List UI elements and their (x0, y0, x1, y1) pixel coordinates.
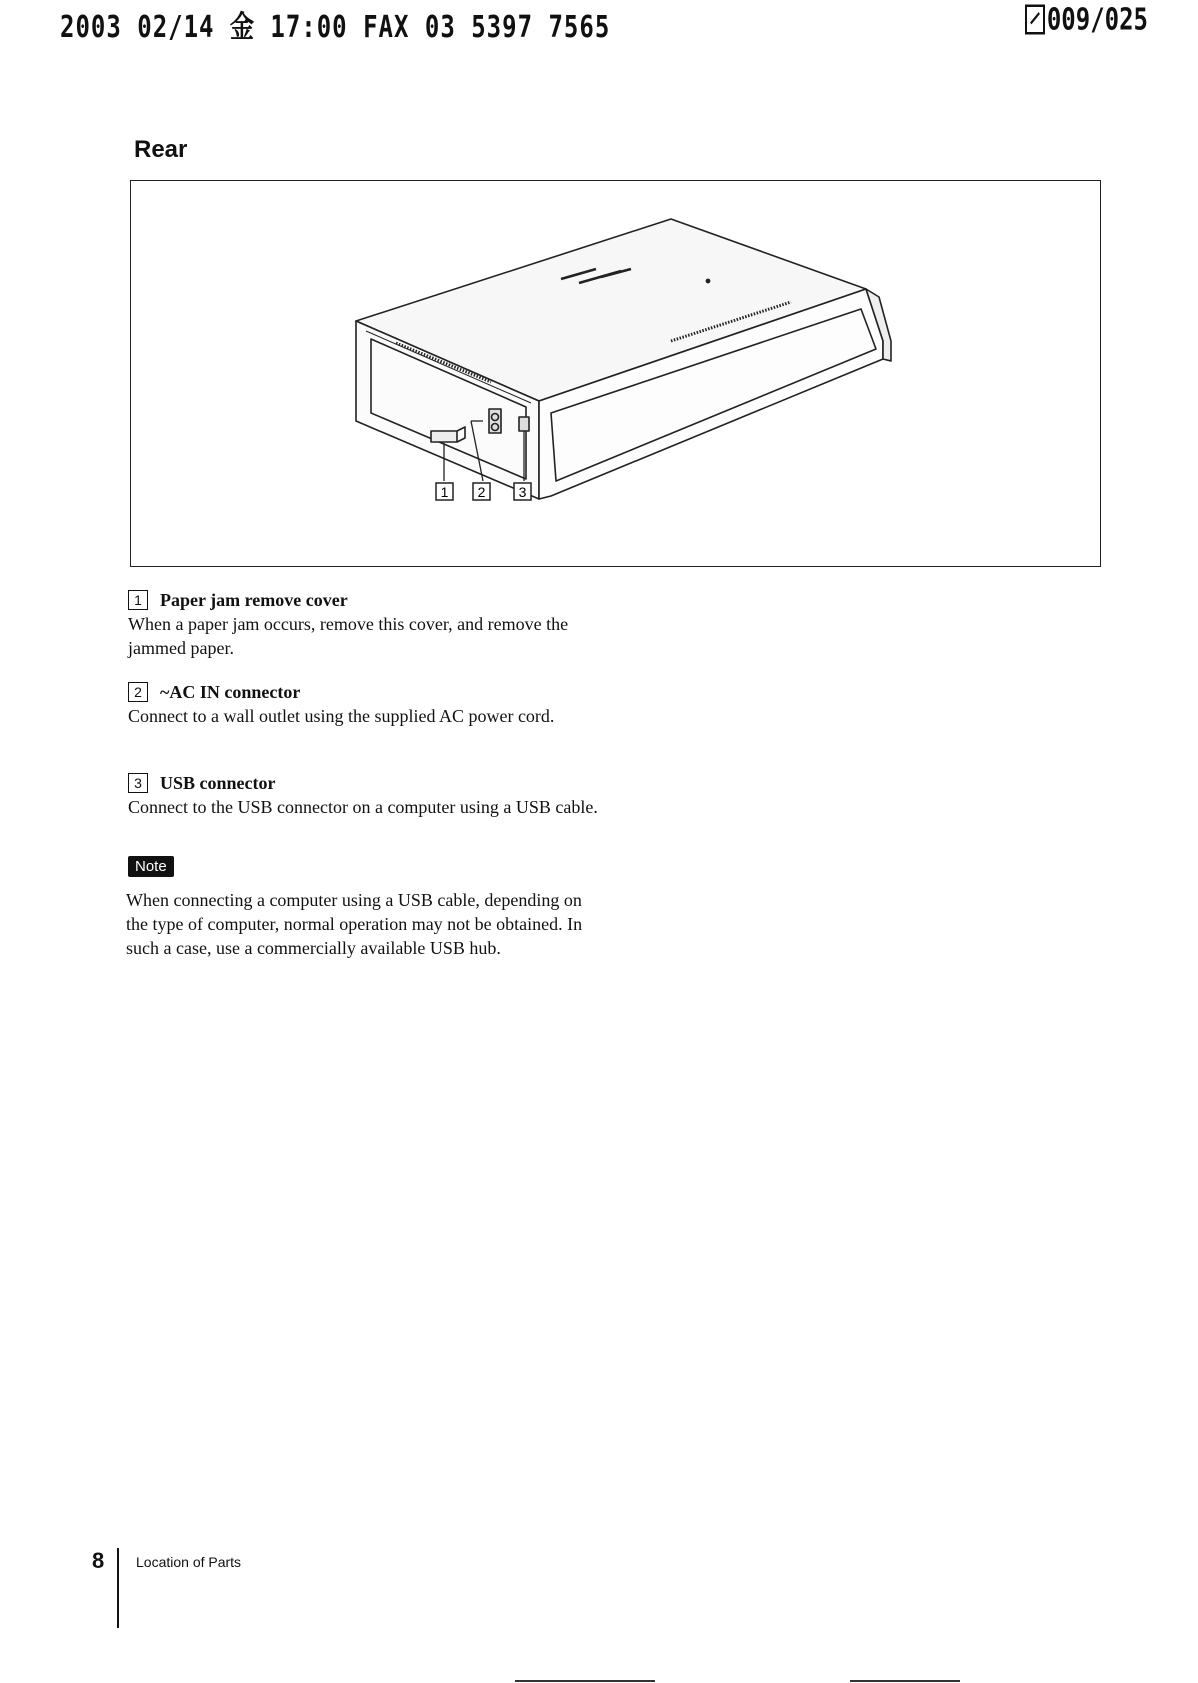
fax-page-counter (1025, 2, 1148, 37)
parts-item-1 (128, 588, 598, 660)
item-description: When a paper jam occurs, remove this cover, and remove the jammed paper. (128, 614, 569, 658)
item-description: Connect to a wall outlet using the supplied AC power cord. (128, 706, 555, 726)
item-description: Connect to the USB connector on a computer using a USB cable. (128, 797, 598, 817)
bottom-scan-line (515, 1680, 655, 1682)
fax-page-icon (1025, 5, 1045, 35)
item-number-box: 3 (128, 773, 148, 793)
item-number-box: 2 (128, 682, 148, 702)
fax-header: 2003 02/14 金 17:00 FAX 03 5397 7565 (60, 9, 611, 45)
fax-page-counter-text: 009/025 (1046, 2, 1148, 37)
callout-label-1: 1 (440, 484, 449, 500)
parts-item-2 (128, 680, 598, 728)
note-badge: Note (128, 856, 174, 877)
callout-label-2: 2 (477, 484, 486, 500)
footer-section-label: Location of Parts (136, 1554, 242, 1570)
printer-illustration (131, 181, 1100, 566)
parts-item-3 (128, 771, 598, 819)
item-title: ~AC IN connector (160, 682, 301, 702)
bottom-scan-line (850, 1680, 960, 1682)
item-heading (128, 680, 598, 704)
footer-divider (117, 1548, 119, 1628)
callout-label-3: 3 (518, 484, 527, 500)
note-text: When connecting a computer using a USB cable, depending on the type of computer, normal operation may not be obtained. In such a case, use a commercially available USB hub. (126, 890, 583, 958)
section-title: Rear (134, 136, 188, 163)
item-title: Paper jam remove cover (160, 590, 348, 610)
page-number: 8 (92, 1548, 105, 1573)
item-heading (128, 588, 598, 612)
item-title: USB connector (160, 773, 276, 793)
printer-rear-figure (130, 180, 1101, 567)
item-number-box: 1 (128, 590, 148, 610)
item-heading (128, 771, 598, 795)
